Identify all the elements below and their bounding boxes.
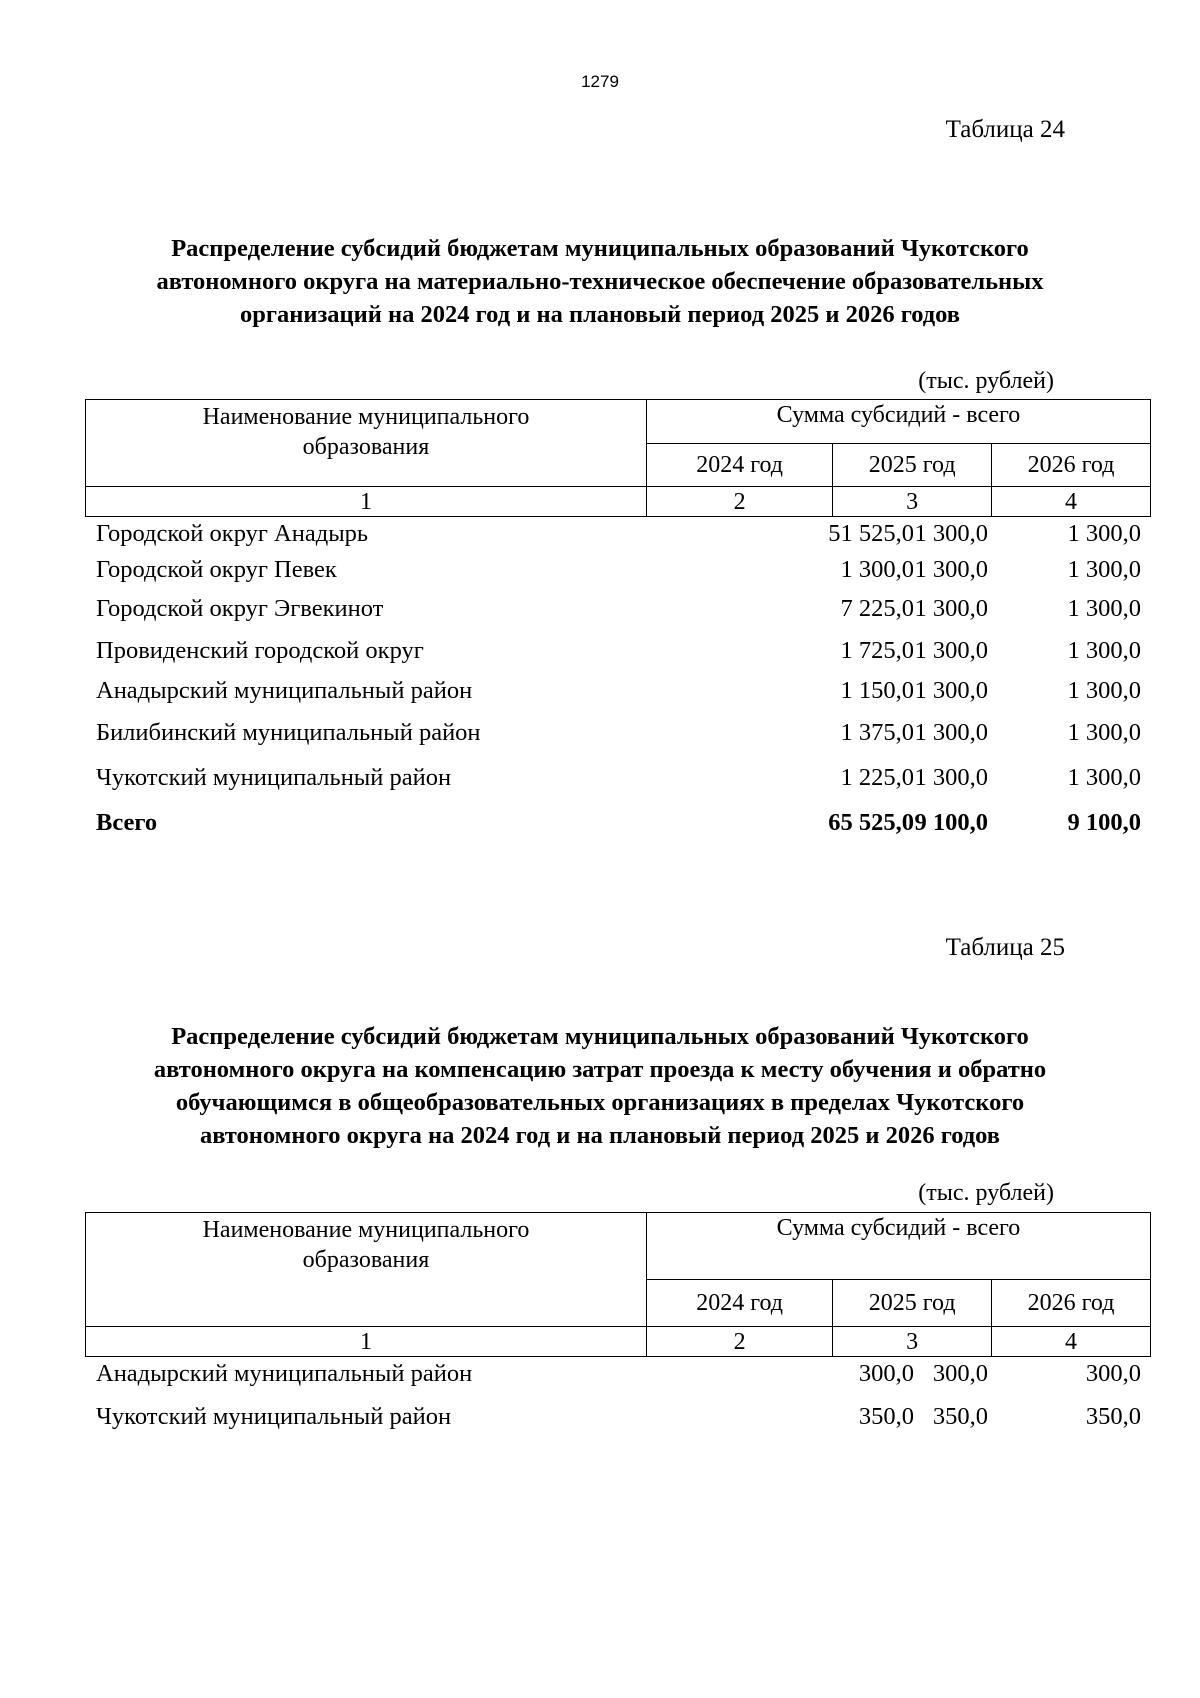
- table-total-row: [96, 806, 1141, 840]
- header-sum-column: Сумма субсидий - всего: [646, 1213, 1150, 1280]
- row-value-2026: 1 300,0: [1067, 637, 1141, 664]
- title-line: Распределение субсидий бюджетам муниципальных образований Чукотского: [171, 1023, 1029, 1050]
- header-name-line1: Наименование муниципального: [202, 404, 530, 430]
- table-row: [96, 1357, 1141, 1391]
- table-row: [96, 592, 1141, 626]
- row-value-2024: 350,0: [858, 1403, 914, 1430]
- column-number: 1: [86, 1327, 647, 1357]
- column-number: 4: [992, 487, 1151, 517]
- table-row: [96, 517, 1141, 551]
- row-name: Городской округ Эгвекинот: [96, 595, 384, 622]
- table-24-units: (тыс. рублей): [918, 368, 1054, 394]
- header-year-2024: 2024 год: [646, 1280, 832, 1327]
- row-name: Анадырский муниципальный район: [96, 677, 473, 704]
- total-label: Всего: [96, 809, 158, 836]
- header-name-column: [86, 400, 647, 487]
- row-value-2026: 1 300,0: [1067, 595, 1141, 622]
- header-year-2025: 2025 год: [833, 444, 992, 487]
- row-value-2025: 300,0: [932, 1360, 988, 1387]
- title-line: организаций на 2024 год и на плановый период 2025 и 2026 годов: [239, 301, 961, 328]
- column-number: 3: [833, 487, 992, 517]
- row-value-2026: 300,0: [1085, 1360, 1141, 1387]
- row-name: Городской округ Анадырь: [96, 520, 369, 547]
- table-row: [96, 634, 1141, 668]
- header-year-2026: 2026 год: [992, 444, 1151, 487]
- header-name-line2: образования: [302, 434, 430, 460]
- title-line: Распределение субсидий бюджетам муниципальных образований Чукотского: [171, 235, 1029, 262]
- row-value-2024: 1 375,0: [840, 719, 914, 746]
- header-sum-column: Сумма субсидий - всего: [646, 400, 1150, 444]
- column-number: 1: [86, 487, 647, 517]
- column-number: 2: [646, 1327, 832, 1357]
- row-value-2025: 1 300,0: [914, 764, 988, 791]
- row-name: Анадырский муниципальный район: [96, 1360, 473, 1387]
- row-name: Чукотский муниципальный район: [96, 1403, 452, 1430]
- header-name-line2: образования: [302, 1247, 430, 1273]
- header-name-line1: Наименование муниципального: [202, 1217, 530, 1243]
- header-year-2024: 2024 год: [646, 444, 832, 487]
- row-value-2026: 1 300,0: [1067, 719, 1141, 746]
- row-value-2024: 7 225,0: [840, 595, 914, 622]
- column-number: 4: [992, 1327, 1151, 1357]
- table-24-title: [80, 232, 1120, 331]
- page-number: 1279: [581, 72, 619, 91]
- row-value-2025: 350,0: [932, 1403, 988, 1430]
- table-25-header: [85, 1212, 1151, 1357]
- table-row: [96, 1400, 1141, 1434]
- table-25-units: (тыс. рублей): [918, 1180, 1054, 1206]
- row-value-2026: 1 300,0: [1067, 677, 1141, 704]
- row-value-2024: 51 525,0: [828, 520, 914, 547]
- row-value-2024: 1 300,0: [840, 556, 914, 583]
- row-value-2024: 1 150,0: [840, 677, 914, 704]
- table-24-label: Таблица 24: [945, 116, 1065, 143]
- table-row: [96, 553, 1141, 587]
- header-year-2025: 2025 год: [833, 1280, 992, 1327]
- header-year-2026: 2026 год: [992, 1280, 1151, 1327]
- title-line: автономного округа на 2024 год и на плановый период 2025 и 2026 годов: [199, 1122, 1001, 1149]
- table-25-label: Таблица 25: [945, 934, 1065, 961]
- row-value-2025: 1 300,0: [914, 677, 988, 704]
- row-value-2026: 350,0: [1085, 1403, 1141, 1430]
- column-number: 2: [646, 487, 832, 517]
- row-value-2025: 1 300,0: [914, 719, 988, 746]
- title-line: обучающимся в общеобразовательных организациях в пределах Чукотского: [175, 1089, 1025, 1116]
- column-number: 3: [833, 1327, 992, 1357]
- row-value-2026: 1 300,0: [1067, 556, 1141, 583]
- row-name: Провиденский городской округ: [96, 637, 424, 664]
- table-row: [96, 716, 1141, 750]
- row-value-2026: 1 300,0: [1067, 764, 1141, 791]
- row-value-2025: 1 300,0: [914, 595, 988, 622]
- title-line: автономного округа на компенсацию затрат проезда к месту обучения и обратно: [153, 1056, 1047, 1083]
- title-line: автономного округа на материально-техническое обеспечение образовательных: [156, 268, 1044, 295]
- total-value-2025: 9 100,0: [914, 809, 988, 836]
- row-value-2025: 1 300,0: [914, 637, 988, 664]
- total-value-2026: 9 100,0: [1067, 809, 1141, 836]
- row-name: Городской округ Певек: [96, 556, 337, 583]
- row-value-2024: 1 725,0: [840, 637, 914, 664]
- row-name: Чукотский муниципальный район: [96, 764, 452, 791]
- total-value-2024: 65 525,0: [828, 809, 914, 836]
- row-value-2026: 1 300,0: [1067, 520, 1141, 547]
- row-value-2025: 1 300,0: [914, 556, 988, 583]
- table-row: [96, 761, 1141, 795]
- row-value-2024: 1 225,0: [840, 764, 914, 791]
- header-name-column: [86, 1213, 647, 1327]
- row-name: Билибинский муниципальный район: [96, 719, 481, 746]
- row-value-2025: 1 300,0: [914, 520, 988, 547]
- table-24-header: [85, 399, 1151, 517]
- row-value-2024: 300,0: [858, 1360, 914, 1387]
- table-row: [96, 674, 1141, 708]
- table-25-title: [80, 1020, 1120, 1152]
